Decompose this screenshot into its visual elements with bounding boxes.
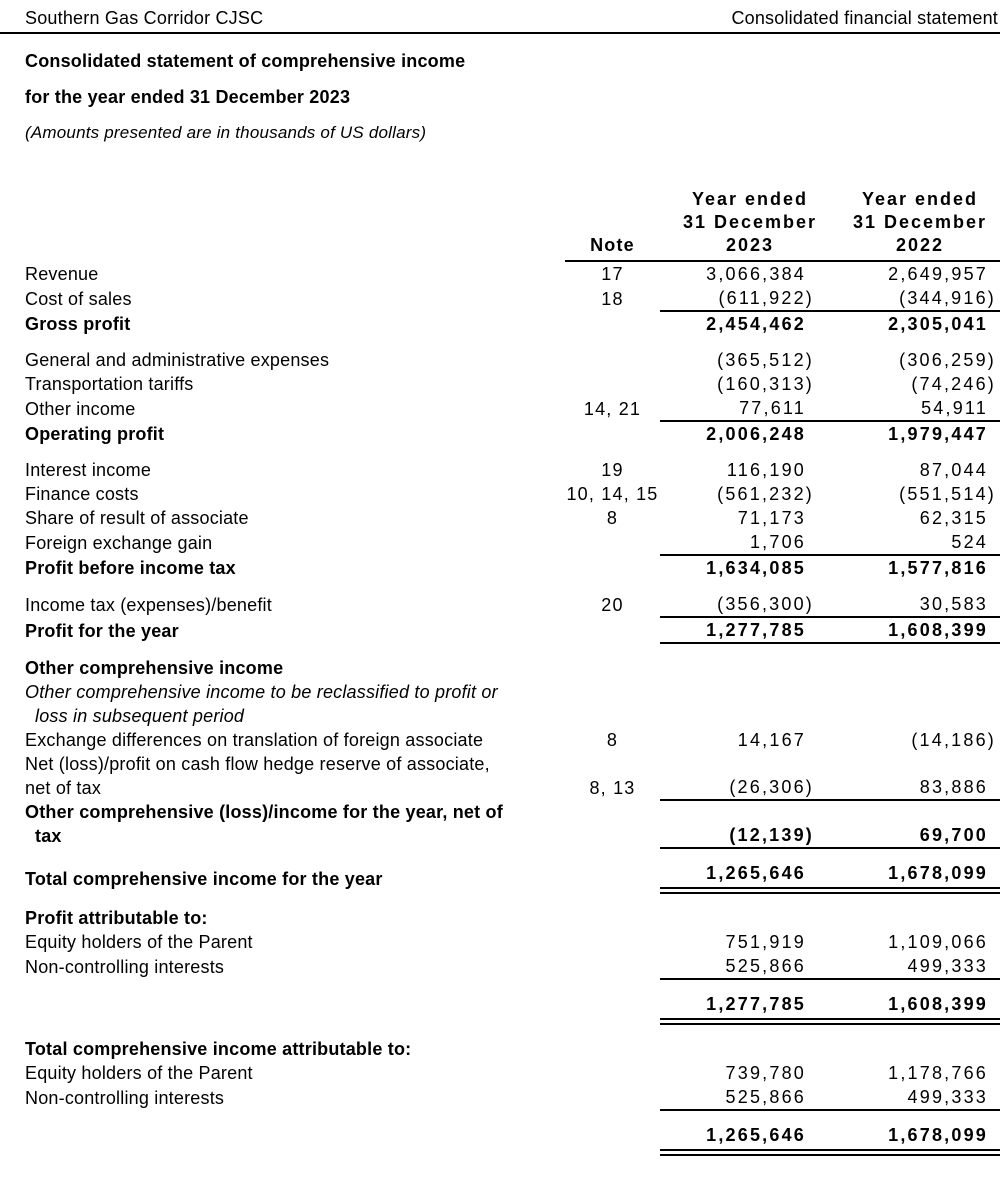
row-value-2023: (611,922) xyxy=(660,286,840,311)
spacer-cell xyxy=(25,336,1000,348)
income-statement-table xyxy=(25,188,1000,1156)
row-value-2023: 1,277,785 xyxy=(660,617,840,643)
row-value-2022: (74,246) xyxy=(911,374,996,394)
row-note xyxy=(565,1061,660,1085)
row-value-2022: 30,583 xyxy=(840,592,1000,617)
page-header xyxy=(0,0,1000,34)
row-value-2022 xyxy=(840,1037,1000,1061)
spacer-cell xyxy=(25,891,1000,907)
table-row xyxy=(25,1037,1000,1061)
row-note xyxy=(565,372,660,396)
row-value-2023: 525,866 xyxy=(660,954,840,979)
row-value-2023: 1,265,646 xyxy=(660,861,840,891)
row-value-2023: (561,232) xyxy=(717,484,814,504)
table-row xyxy=(25,728,1000,752)
row-value-2023 xyxy=(660,1037,840,1061)
row-value-2023 xyxy=(660,680,840,728)
row-value-2023: 71,173 xyxy=(737,508,806,528)
row-value-2023: 2,006,248 xyxy=(706,424,806,444)
row-note xyxy=(565,861,660,891)
row-label: Other income xyxy=(25,399,136,419)
row-note xyxy=(565,680,660,728)
spacer-cell xyxy=(25,848,1000,861)
row-note: 19 xyxy=(601,460,624,480)
year-2022-column-header: Year ended 31 December 2022 xyxy=(840,188,1000,261)
table-row xyxy=(25,482,1000,506)
spacer-cell xyxy=(25,446,1000,458)
spacer-cell xyxy=(25,1022,1000,1038)
spacer-cell xyxy=(25,643,1000,656)
row-value-2022: 87,044 xyxy=(919,460,988,480)
row-label: Operating profit xyxy=(25,424,165,444)
row-label: Interest income xyxy=(25,460,152,480)
table-row xyxy=(25,680,1000,728)
table-row xyxy=(25,1123,1000,1153)
row-value-2022: 1,678,099 xyxy=(840,861,1000,891)
row-note xyxy=(565,930,660,954)
row-value-2022: 1,979,447 xyxy=(888,424,988,444)
table-row xyxy=(25,930,1000,954)
table-row xyxy=(25,954,1000,979)
row-value-2022: 1,178,766 xyxy=(888,1063,988,1083)
row-value-2022: 83,886 xyxy=(840,752,1000,800)
row-value-2023: 14,167 xyxy=(737,730,806,750)
spacer-row xyxy=(25,336,1000,348)
row-value-2022 xyxy=(840,656,1000,680)
row-note xyxy=(565,311,660,336)
spacer-cell xyxy=(25,1110,1000,1123)
spacer-cell xyxy=(25,580,1000,592)
row-value-2022: (306,259) xyxy=(899,350,996,370)
row-value-2023: 116,190 xyxy=(726,460,806,480)
spacer-row xyxy=(25,848,1000,861)
row-label: Cost of sales xyxy=(25,289,132,309)
spacer-row xyxy=(25,1110,1000,1123)
row-note xyxy=(565,656,660,680)
row-label xyxy=(25,992,565,1022)
row-note xyxy=(565,954,660,979)
row-label: Income tax (expenses)/benefit xyxy=(25,595,272,615)
row-label: Share of result of associate xyxy=(25,508,249,528)
table-row xyxy=(25,396,1000,421)
row-label: Profit for the year xyxy=(25,621,179,641)
row-label: Other comprehensive income xyxy=(25,658,284,678)
spacer-row xyxy=(25,891,1000,907)
table-row xyxy=(25,311,1000,336)
row-label: Other comprehensive (loss)/income for the year, net of tax xyxy=(25,802,503,846)
row-value-2023: 1,265,646 xyxy=(660,1123,840,1153)
company-name: Southern Gas Corridor CJSC xyxy=(25,8,264,28)
table-row xyxy=(25,458,1000,482)
row-value-2022: (14,186) xyxy=(911,730,996,750)
row-note: 20 xyxy=(601,595,624,615)
document-type: Consolidated financial statement xyxy=(731,8,998,28)
row-value-2022: 1,608,399 xyxy=(840,617,1000,643)
row-note xyxy=(565,530,660,555)
table-row xyxy=(25,506,1000,530)
row-note xyxy=(565,992,660,1022)
table-row xyxy=(25,617,1000,643)
row-value-2022 xyxy=(840,906,1000,930)
table-row xyxy=(25,348,1000,372)
row-label: Transportation tariffs xyxy=(25,374,194,394)
row-note: 18 xyxy=(601,289,624,309)
row-value-2022: 1,577,816 xyxy=(888,558,988,578)
row-label: Gross profit xyxy=(25,314,131,334)
row-note xyxy=(565,617,660,643)
units-note: (Amounts presented are in thousands of US dollars) xyxy=(25,123,427,142)
spacer-row xyxy=(25,1022,1000,1038)
row-note: 8 xyxy=(606,508,619,528)
row-note xyxy=(565,421,660,446)
row-value-2023: 525,866 xyxy=(660,1085,840,1110)
table-row xyxy=(25,1085,1000,1110)
spacer-cell xyxy=(25,979,1000,992)
row-label: Total comprehensive income for the year xyxy=(25,868,383,889)
row-value-2022: 1,109,066 xyxy=(888,932,988,952)
row-note xyxy=(565,906,660,930)
table-row xyxy=(25,421,1000,446)
row-label: Non-controlling interests xyxy=(25,1088,225,1108)
row-value-2022: 1,678,099 xyxy=(840,1123,1000,1153)
row-value-2022: 62,315 xyxy=(919,508,988,528)
table-body xyxy=(25,261,1000,1153)
row-label: Foreign exchange gain xyxy=(25,533,213,553)
statement-title: Consolidated statement of comprehensive income xyxy=(25,51,466,71)
row-label: Profit attributable to: xyxy=(25,908,208,928)
table-row xyxy=(25,1061,1000,1085)
table-row xyxy=(25,286,1000,311)
row-label: Net (loss)/profit on cash flow hedge reserve of associate, net of tax xyxy=(25,754,490,798)
row-value-2023: 3,066,384 xyxy=(706,264,806,284)
row-label: Equity holders of the Parent xyxy=(25,1063,253,1083)
row-label: Revenue xyxy=(25,264,99,284)
row-value-2023: (365,512) xyxy=(717,350,814,370)
row-value-2023: 77,611 xyxy=(660,396,840,421)
row-value-2022: 499,333 xyxy=(840,1085,1000,1110)
row-value-2023: (12,139) xyxy=(660,800,840,848)
row-value-2022: 1,608,399 xyxy=(840,992,1000,1022)
row-value-2023: (160,313) xyxy=(717,374,814,394)
row-value-2022: 69,700 xyxy=(840,800,1000,848)
row-value-2023: 1,706 xyxy=(660,530,840,555)
note-column-header: Note xyxy=(565,188,660,261)
row-note xyxy=(565,800,660,848)
row-value-2022: (551,514) xyxy=(899,484,996,504)
row-label: Finance costs xyxy=(25,484,139,504)
row-note xyxy=(565,348,660,372)
spacer-row xyxy=(25,643,1000,656)
table-row xyxy=(25,656,1000,680)
row-value-2023: 751,919 xyxy=(725,932,806,952)
row-value-2022: (344,916) xyxy=(840,286,1000,311)
row-value-2022: 2,649,957 xyxy=(888,264,988,284)
row-value-2023: 739,780 xyxy=(725,1063,806,1083)
row-note: 10, 14, 15 xyxy=(566,484,659,504)
row-label: Total comprehensive income attributable to: xyxy=(25,1039,412,1059)
row-value-2023: 2,454,462 xyxy=(706,314,806,334)
row-value-2022: 499,333 xyxy=(840,954,1000,979)
row-note: 8, 13 xyxy=(589,778,636,798)
table-row xyxy=(25,555,1000,580)
row-value-2023: 1,634,085 xyxy=(706,558,806,578)
label-column-header xyxy=(25,188,565,261)
row-note xyxy=(565,1085,660,1110)
row-label xyxy=(25,1123,565,1153)
table-row xyxy=(25,800,1000,848)
year-2023-column-header: Year ended 31 December 2023 xyxy=(660,188,840,261)
spacer-row xyxy=(25,580,1000,592)
table-row xyxy=(25,372,1000,396)
row-value-2022: 54,911 xyxy=(840,396,1000,421)
table-row xyxy=(25,906,1000,930)
row-note: 8 xyxy=(606,730,619,750)
column-header-row xyxy=(25,188,1000,261)
row-label: Non-controlling interests xyxy=(25,957,225,977)
row-note: 17 xyxy=(601,264,624,284)
table-row xyxy=(25,861,1000,891)
table-row xyxy=(25,752,1000,800)
table-row xyxy=(25,592,1000,617)
row-note xyxy=(565,555,660,580)
row-label: Exchange differences on translation of foreign associate xyxy=(25,730,484,750)
table-row xyxy=(25,261,1000,286)
statement-period: for the year ended 31 December 2023 xyxy=(25,87,351,107)
row-note: 14, 21 xyxy=(583,399,642,419)
row-value-2023: 1,277,785 xyxy=(660,992,840,1022)
row-value-2023 xyxy=(660,656,840,680)
row-value-2023: (26,306) xyxy=(660,752,840,800)
row-value-2022: 2,305,041 xyxy=(888,314,988,334)
row-value-2022 xyxy=(840,680,1000,728)
table-row xyxy=(25,530,1000,555)
row-value-2022: 524 xyxy=(840,530,1000,555)
row-label: General and administrative expenses xyxy=(25,350,330,370)
row-label: Profit before income tax xyxy=(25,558,236,578)
row-value-2023 xyxy=(660,906,840,930)
spacer-row xyxy=(25,979,1000,992)
spacer-row xyxy=(25,446,1000,458)
row-label: Equity holders of the Parent xyxy=(25,932,253,952)
table-row xyxy=(25,992,1000,1022)
row-value-2023: (356,300) xyxy=(660,592,840,617)
row-note xyxy=(565,1123,660,1153)
row-note xyxy=(565,1037,660,1061)
row-label: Other comprehensive income to be reclassified to profit or loss in subsequent period xyxy=(25,682,498,726)
